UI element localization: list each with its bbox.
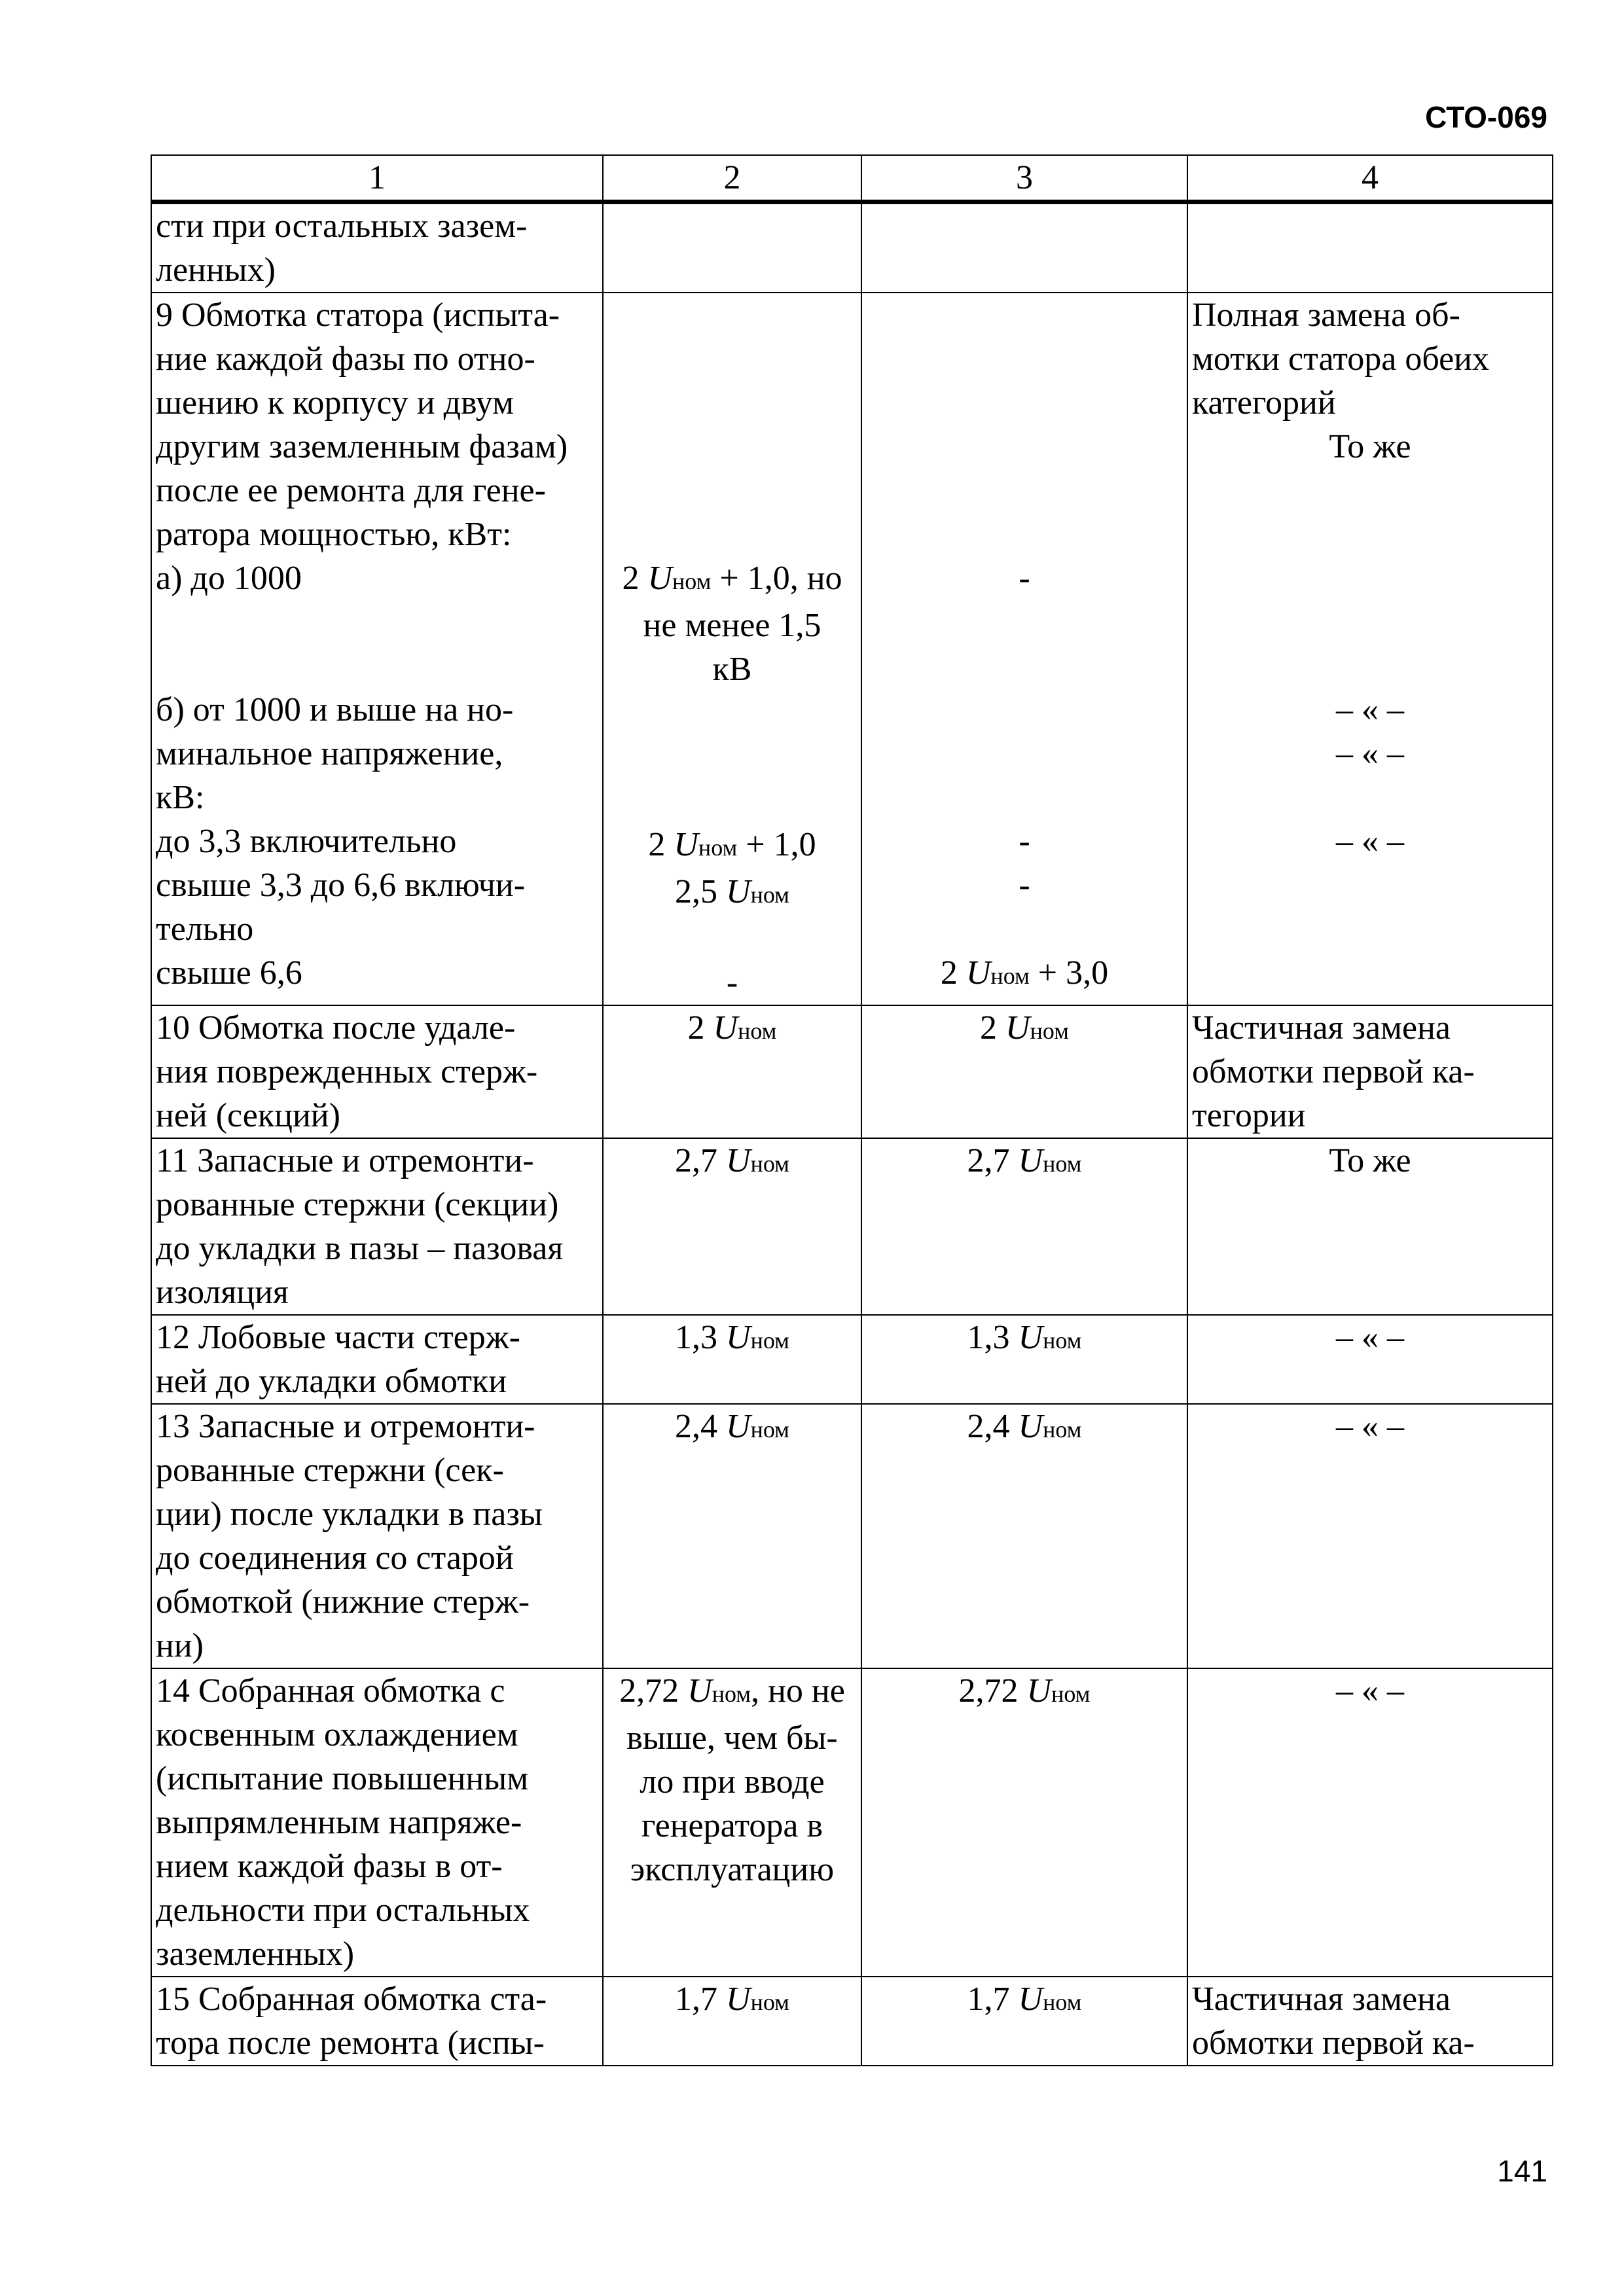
voltage-cell: 2,72 Uном [861,1668,1187,1977]
object-cell: 14 Собранная обмотка с косвенным охлаждением (испытание повышенным выпрямленным напряже- нием каждой фазы в от- дельности при остальных заземленных) [151,1668,603,1977]
column-number-row [151,155,1553,202]
page-number: 141 [1497,2154,1547,2188]
table-row [151,202,1553,293]
voltage-cell: 2 Uном [861,1005,1187,1138]
voltage-cell: 1,7 Uном [603,1977,861,2066]
voltage-cell: 2 Uном [603,1005,861,1138]
voltage-cell: 1,3 Uном [603,1315,861,1404]
object-cell: 11 Запасные и отремонти- рованные стержни (секции) до укладки в пазы – пазовая изоляция [151,1138,603,1315]
object-cell: 12 Лобовые части стерж- ней до укладки обмотки [151,1315,603,1404]
table-row [151,1977,1553,2066]
voltage-cell: 2 Uном + 1,0, но не менее 1,5 кВ 2 Uном + 1,0 2,5 Uном - [603,293,861,1005]
voltage-cell: 1,7 Uном [861,1977,1187,2066]
column-number-1: 1 [151,155,603,202]
note-cell [1187,202,1553,293]
voltage-cell: 2,7 Uном [603,1138,861,1315]
object-cell: 13 Запасные и отремонти- рованные стержни (сек- ции) после укладки в пазы до соединения со старой обмоткой (нижние стерж- ни) [151,1404,603,1668]
voltage-cell: 1,3 Uном [861,1315,1187,1404]
table-row [151,1668,1553,1977]
column-number-2: 2 [603,155,861,202]
table-row [151,293,1553,1005]
voltage-cell: - - - 2 Uном + 3,0 [861,293,1187,1005]
voltage-cell [603,202,861,293]
voltage-cell: 2,4 Uном [861,1404,1187,1668]
table-row [151,1315,1553,1404]
note-ditto-text: То же – « – – « – – « – [1329,428,1411,860]
table-row [151,1138,1553,1315]
note-cell: – « – [1187,1668,1553,1977]
note-cell: То же [1187,1138,1553,1315]
voltage-cell: 2,7 Uном [861,1138,1187,1315]
object-cell: 15 Собранная обмотка ста- тора после ремонта (испы- [151,1977,603,2066]
object-cell: 9 Обмотка статора (испыта- ние каждой фазы по отно- шению к корпусу и двум другим заземленным фазам) после ее ремонта для гене- ратора мощностью, кВт: а) до 1000 б) от 1000 и выше на но- минальное напряжение, кВ: до 3,3 включительно свыше 3,3 до 6,6 включи- тельно свыше 6,6 [151,293,603,1005]
column-number-4: 4 [1187,155,1553,202]
table-row [151,1005,1553,1138]
object-cell: 10 Обмотка после удале- ния поврежденных стерж- ней (секций) [151,1005,603,1138]
note-cell: Частичная замена обмотки первой ка- тегории [1187,1005,1553,1138]
test-voltage-table [151,154,1553,2066]
note-cell: – « – [1187,1404,1553,1668]
note-cell: – « – [1187,1315,1553,1404]
note-cell [1187,293,1553,1005]
voltage-cell [861,202,1187,293]
column-number-3: 3 [861,155,1187,202]
object-cell: сти при остальных зазем- ленных) [151,202,603,293]
voltage-cell: 2,4 Uном [603,1404,861,1668]
document-code: СТО-069 [1425,100,1547,134]
note-text: Полная замена об- мотки статора обеих категорий [1192,296,1490,422]
note-cell: Частичная замена обмотки первой ка- [1187,1977,1553,2066]
table-row [151,1404,1553,1668]
voltage-cell: 2,72 Uном, но не выше, чем бы- ло при вводе генератора в эксплуатацию [603,1668,861,1977]
